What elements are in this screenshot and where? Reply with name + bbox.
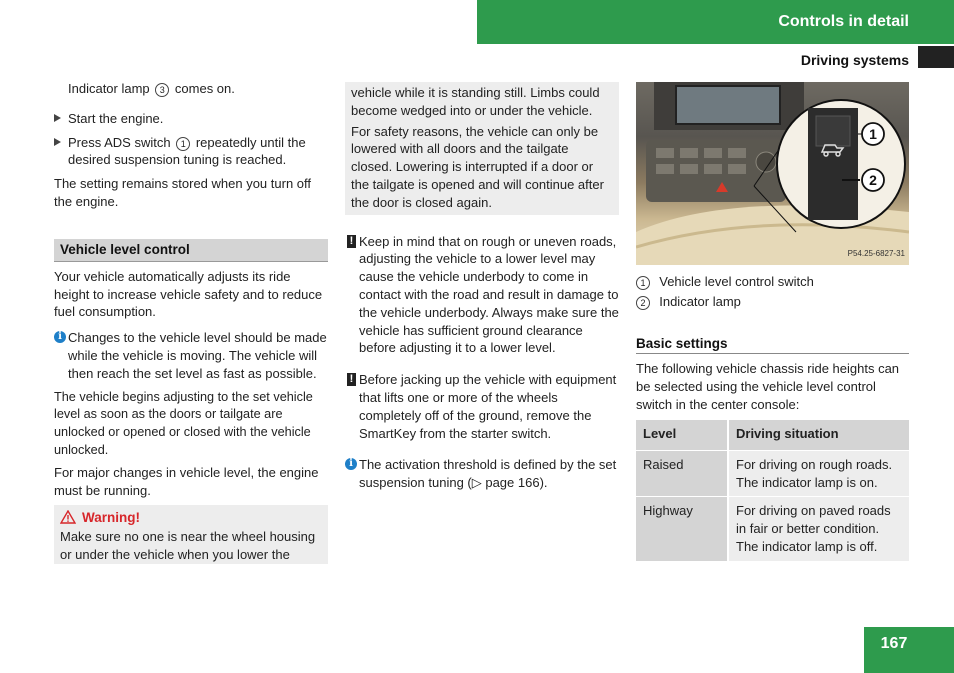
warning-continuation-box: vehicle while it is standing still. Limbs could become wedged into or under the vehicle. For safety reasons, the vehicle can only be lowered with all doors and the tailgate closed. Lowering is interrupted if a door or the tailgate is opened and will continue after the door is closed again. xyxy=(345,82,619,215)
exclamation-icon: ! xyxy=(347,373,356,386)
exclamation-icon: ! xyxy=(347,235,356,248)
step-item: Start the engine. xyxy=(54,110,328,128)
table-header: Driving situation xyxy=(728,420,909,451)
triangle-bullet-icon xyxy=(54,138,61,146)
lamp-line: Indicator lamp 3 comes on. xyxy=(68,81,235,96)
table-row xyxy=(636,497,909,561)
figure-legend xyxy=(636,273,909,311)
warning-heading: Warning! xyxy=(60,508,322,528)
table-cell-situation: For driving on rough roads. The indicator lamp is on. xyxy=(728,450,909,497)
subsection-heading: Basic settings xyxy=(636,335,909,355)
info-note: i The activation threshold is defined by the set suspension tuning (▷ page 166). xyxy=(345,456,619,492)
warning-triangle-icon xyxy=(60,510,76,524)
legend-item: 2 Indicator lamp xyxy=(636,293,909,311)
caution-note: ! Before jacking up the vehicle with equipment that lifts one or more of the wheels completely off of the ground, remove the SmartKey from the starter switch. xyxy=(345,371,619,442)
section-subtitle: Driving systems xyxy=(800,52,909,68)
column-2 xyxy=(345,82,619,492)
callout-1-label: 1 xyxy=(869,126,877,142)
warning-text: Make sure no one is near the wheel housing or under the vehicle when you lower the xyxy=(60,529,316,563)
body-text: The setting remains stored when you turn off the engine. xyxy=(54,176,312,209)
callout-number: 3 xyxy=(155,83,169,97)
page-number: 167 xyxy=(880,635,908,652)
table-header: Level xyxy=(636,420,728,451)
step-item: Press ADS switch 1 repeatedly until the desired suspension tuning is reached. xyxy=(54,134,328,170)
table-cell-level: Highway xyxy=(636,497,728,561)
table-row xyxy=(636,450,909,497)
section-heading: Vehicle level control xyxy=(54,239,328,262)
table-cell-situation: For driving on paved roads in fair or better condition. The indicator lamp is off. xyxy=(728,497,909,561)
table-cell-level: Raised xyxy=(636,450,728,497)
center-console-illustration xyxy=(636,82,909,265)
caution-note: ! Keep in mind that on rough or uneven roads, adjusting the vehicle to a lower level may cause the vehicle underbody to come in contact with the road and result in damage to the vehicle underbody. Always make sure the vehicle has sufficient ground clearance before adjusting it to a lower level. xyxy=(345,233,619,358)
center-console-photo xyxy=(636,82,909,265)
legend-item: 1 Vehicle level control switch xyxy=(636,273,909,291)
callout-number: 1 xyxy=(176,137,190,151)
callout-number: 2 xyxy=(636,296,650,310)
column-1 xyxy=(54,80,328,564)
triangle-bullet-icon xyxy=(54,114,61,122)
body-text: The vehicle begins adjusting to the set vehicle level as soon as the doors or tailgate are unlocked or opened or closed with the vehicle unlocked. xyxy=(54,389,313,457)
column-3 xyxy=(636,82,909,562)
section-marker xyxy=(918,46,954,68)
callout-2-label: 2 xyxy=(869,172,877,188)
info-icon: i xyxy=(54,331,66,343)
settings-table xyxy=(636,420,909,562)
info-note: i Changes to the vehicle level should be made while the vehicle is moving. The vehicle will then reach the set level as fast as possible. xyxy=(54,329,328,382)
body-text: The following vehicle chassis ride heights can be selected using the vehicle level control switch in the center console: xyxy=(636,361,900,412)
figure-code: P54.25-6827-31 xyxy=(847,249,905,259)
info-icon: i xyxy=(345,458,357,470)
table-header-row xyxy=(636,420,909,451)
body-text: For major changes in vehicle level, the engine must be running. xyxy=(54,464,319,498)
chapter-title: Controls in detail xyxy=(778,13,909,30)
warning-box xyxy=(54,505,328,564)
callout-number: 1 xyxy=(636,276,650,290)
body-text: Your vehicle automatically adjusts its ride height to increase vehicle safety and to reduce fuel consumption. xyxy=(54,268,323,320)
